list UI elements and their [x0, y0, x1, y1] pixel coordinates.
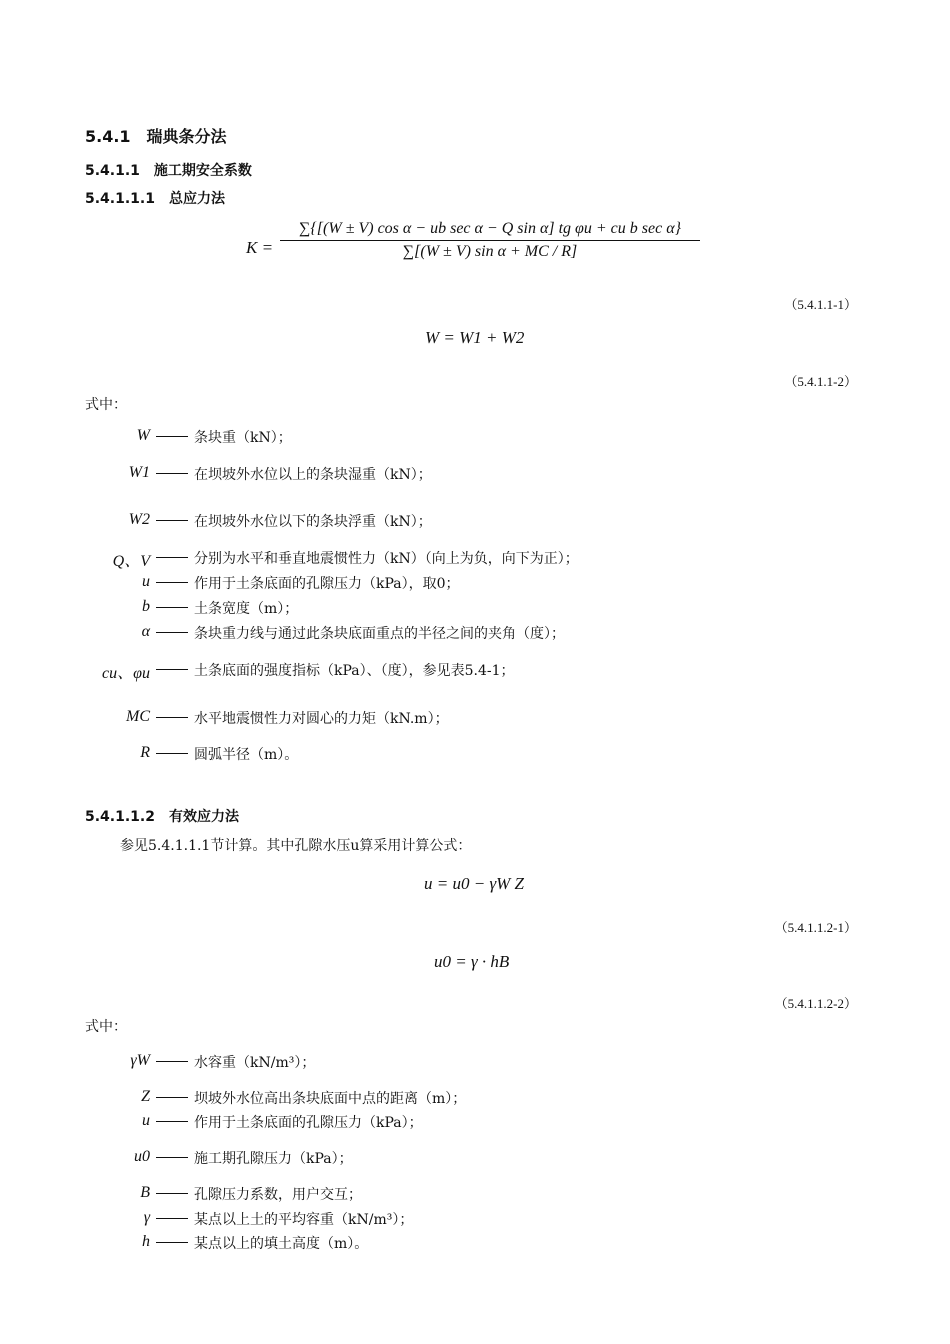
definition-row — [0, 1112, 950, 1132]
definition-row — [0, 660, 950, 680]
definition-symbol: γ — [143, 1209, 150, 1226]
definition-dash — [156, 520, 188, 521]
definition-text: 分别为水平和垂直地震惯性力（kN）（向上为负，向下为正）； — [194, 551, 579, 567]
definition-dash — [156, 1157, 188, 1158]
where-label: 式中： — [85, 397, 127, 413]
definition-dash — [156, 1061, 188, 1062]
equation-3: u = u0 − γW Z — [424, 874, 525, 893]
definition-text: 作用于土条底面的孔隙压力（kPa）； — [194, 1115, 423, 1131]
equation-3-number: （5.4.1.1.2-1） — [774, 920, 857, 935]
equation-2-number: （5.4.1.1-2） — [784, 374, 857, 389]
definition-symbol: γW — [130, 1052, 150, 1069]
definition-symbol: cu、φu — [102, 665, 150, 682]
definition-symbol: u — [142, 1112, 150, 1129]
definition-symbol: α — [141, 623, 150, 640]
definition-row — [0, 427, 950, 447]
definition-symbol: u — [142, 573, 150, 590]
definition-dash — [156, 557, 188, 558]
definition-text: 条块重（kN）； — [194, 430, 292, 446]
definition-symbol: Q、V — [112, 553, 150, 570]
fraction-bar — [280, 240, 700, 241]
definition-row — [0, 573, 950, 593]
definition-text: 水容重（kN/m³）； — [194, 1055, 316, 1071]
definition-symbol: h — [142, 1233, 150, 1250]
definition-symbol: W2 — [128, 511, 150, 528]
definition-row — [0, 464, 950, 484]
definition-row — [0, 623, 950, 643]
section-heading-5-4-1: 5.4.1 瑞典条分法 — [85, 127, 227, 146]
definition-symbol: Z — [141, 1088, 150, 1105]
definition-text: 作用于土条底面的孔隙压力（kPa），取0； — [194, 576, 460, 592]
equation-1-numerator: ∑{[(W ± V) cos α − ub sec α − Q sin α] tg φu + cu b sec α} — [299, 220, 681, 237]
definition-dash — [156, 436, 188, 437]
definition-dash — [156, 1242, 188, 1243]
definition-symbol: MC — [126, 708, 150, 725]
equation-4-number: （5.4.1.1.2-2） — [774, 996, 857, 1011]
definition-dash — [156, 1097, 188, 1098]
definition-row — [0, 744, 950, 764]
definition-row — [0, 1233, 950, 1253]
definition-dash — [156, 717, 188, 718]
definition-dash — [156, 473, 188, 474]
definition-text: 在坝坡外水位以下的条块浮重（kN）； — [194, 514, 432, 530]
definition-text: 土条宽度（m）； — [194, 601, 299, 617]
definition-text: 在坝坡外水位以上的条块湿重（kN）； — [194, 467, 432, 483]
definition-text: 坝坡外水位高出条块底面中点的距离（m）； — [194, 1091, 467, 1107]
definition-text: 条块重力线与通过此条块底面重点的半径之间的夹角（度）； — [194, 626, 565, 642]
definition-row — [0, 1184, 950, 1204]
definition-dash — [156, 632, 188, 633]
equation-1-fraction — [280, 220, 700, 261]
section-heading-5-4-1-1-2: 5.4.1.1.2 有效应力法 — [85, 809, 239, 825]
definition-row — [0, 1088, 950, 1108]
equation-2: W = W1 + W2 — [425, 328, 525, 347]
equation-1-lhs: K = — [246, 238, 274, 257]
definition-symbol: W1 — [128, 464, 150, 481]
equation-1-denominator: ∑[(W ± V) sin α + MC / R] — [402, 243, 578, 260]
paragraph-effective-stress: 参见5.4.1.1.1节计算。其中孔隙水压u算采用计算公式： — [120, 838, 472, 854]
definition-symbol: B — [140, 1184, 150, 1201]
definition-row — [0, 511, 950, 531]
where-label-2: 式中： — [85, 1019, 127, 1035]
definition-dash — [156, 607, 188, 608]
definition-text: 孔隙压力系数，用户交互； — [194, 1187, 362, 1203]
definition-symbol: u0 — [134, 1148, 150, 1165]
definition-row — [0, 1052, 950, 1072]
definition-text: 某点以上土的平均容重（kN/m³）； — [194, 1212, 414, 1228]
definition-dash — [156, 1193, 188, 1194]
equation-1-number: （5.4.1.1-1） — [784, 297, 857, 312]
definition-text: 土条底面的强度指标（kPa）、（度），参见表5.4-1； — [194, 663, 515, 679]
definition-dash — [156, 1218, 188, 1219]
definition-text: 水平地震惯性力对圆心的力矩（kN.m）； — [194, 711, 449, 727]
definition-dash — [156, 669, 188, 670]
definition-text: 施工期孔隙压力（kPa）； — [194, 1151, 353, 1167]
definition-symbol: W — [136, 427, 150, 444]
equation-4: u0 = γ · hB — [434, 952, 510, 971]
section-heading-5-4-1-1-1: 5.4.1.1.1 总应力法 — [85, 191, 225, 207]
definition-symbol: b — [142, 598, 150, 615]
definition-row — [0, 598, 950, 618]
definition-row — [0, 1148, 950, 1168]
definition-row — [0, 1209, 950, 1229]
definition-row — [0, 548, 950, 568]
definition-dash — [156, 753, 188, 754]
section-heading-5-4-1-1: 5.4.1.1 施工期安全系数 — [85, 163, 252, 179]
definition-text: 某点以上的填土高度（m）。 — [194, 1236, 369, 1252]
definition-dash — [156, 1121, 188, 1122]
definition-text: 圆弧半径（m）。 — [194, 747, 299, 763]
definition-row — [0, 708, 950, 728]
definition-symbol: R — [140, 744, 150, 761]
definition-dash — [156, 582, 188, 583]
